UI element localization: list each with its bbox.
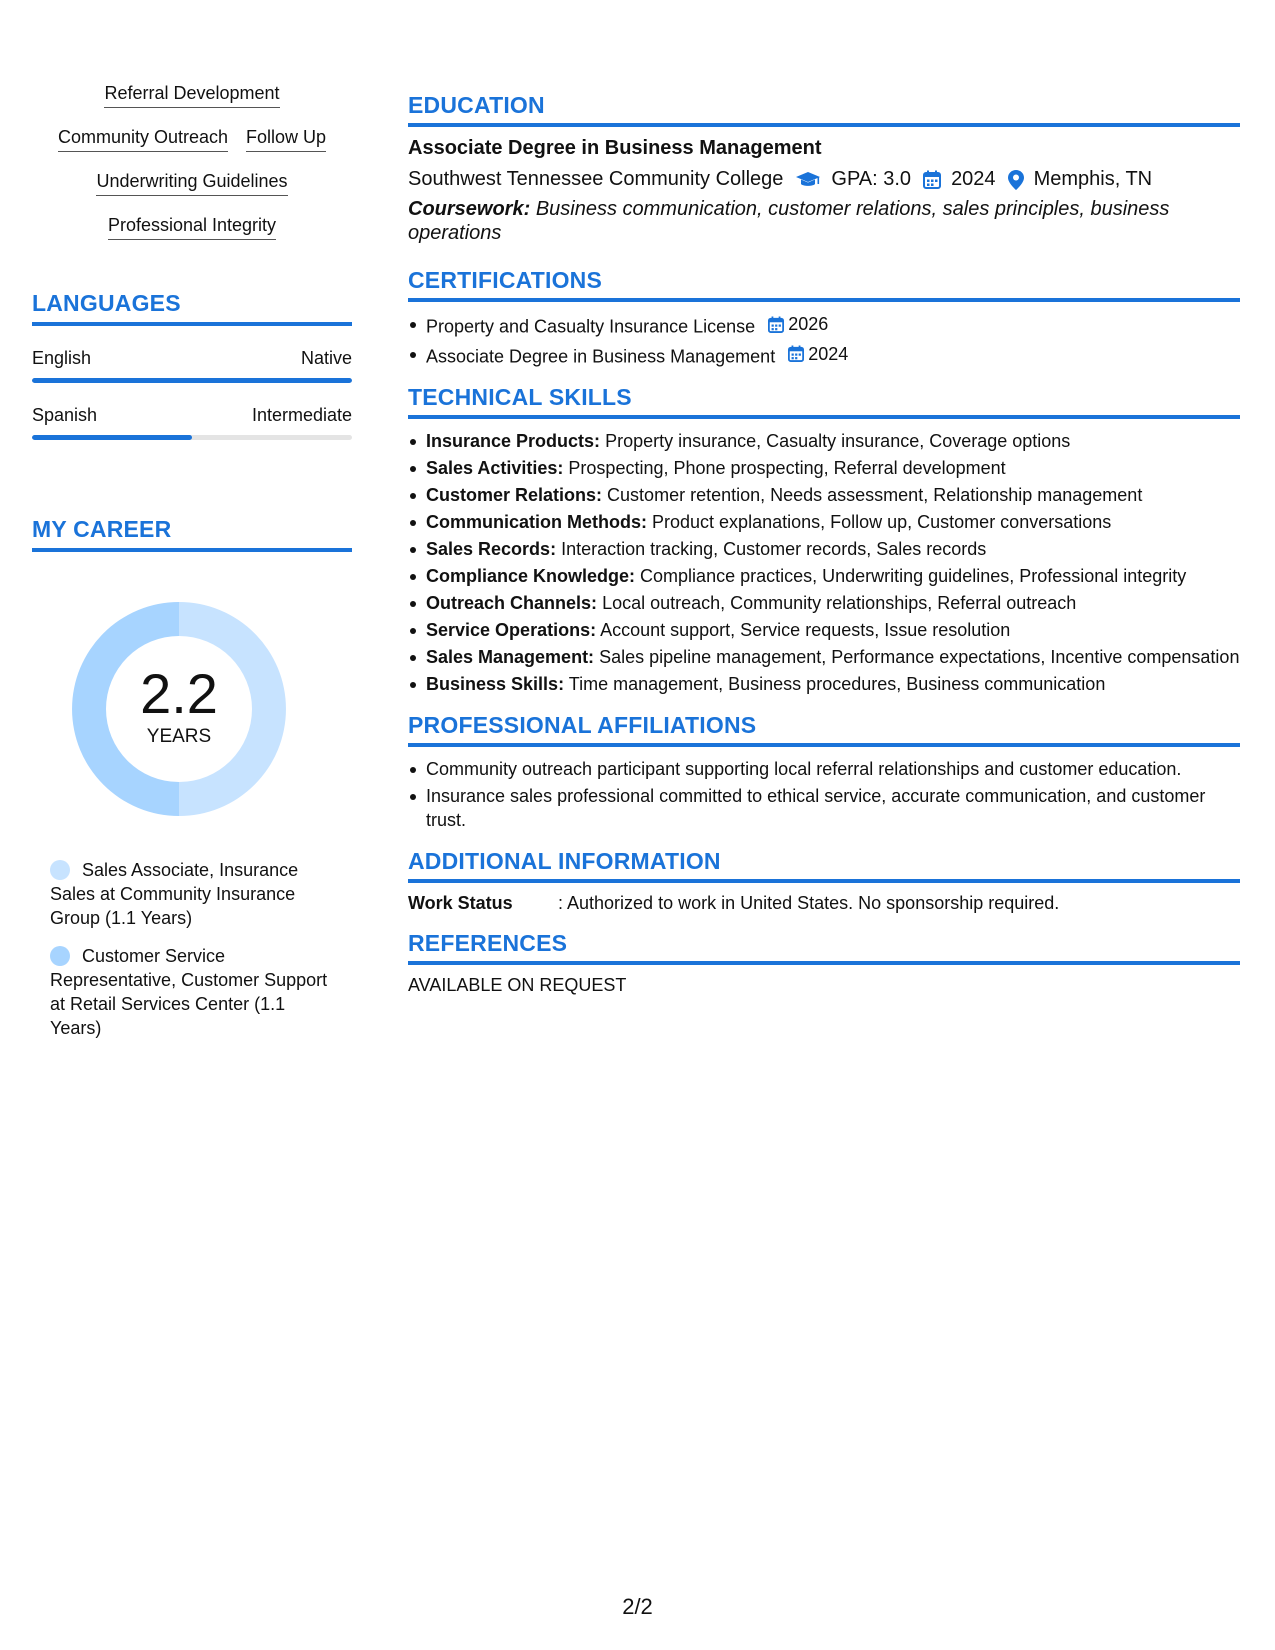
language-level: Intermediate: [251, 405, 352, 425]
left-column: [32, 82, 352, 1054]
language-name: English: [32, 348, 92, 368]
references-section: [408, 930, 1240, 996]
calendar-icon: [788, 345, 804, 362]
skill-category: Sales Management:: [426, 647, 595, 667]
language-item: [32, 405, 352, 440]
graduation-cap-icon: [795, 171, 821, 189]
work-status-value: : Authorized to work in United States. No sponsorship required.: [558, 893, 1060, 913]
career-legend: [32, 858, 352, 1040]
certification-year: 2024: [808, 343, 849, 364]
skill-tag: Follow Up: [246, 126, 326, 152]
skill-tag: Community Outreach: [58, 126, 228, 152]
skill-category: Service Operations:: [426, 620, 597, 640]
technical-skill-item: [426, 483, 1240, 507]
technical-skill-item: [426, 645, 1240, 669]
additional-info-heading: ADDITIONAL INFORMATION: [408, 848, 1240, 883]
certification-item: [426, 312, 1240, 339]
certification-item: [426, 342, 1240, 369]
language-level-fill: [32, 378, 352, 383]
affiliations-list: [408, 757, 1240, 832]
school-name: Southwest Tennessee Community College: [408, 168, 784, 190]
skill-category: Outreach Channels:: [426, 593, 598, 613]
career-total-years: 2.2: [140, 662, 218, 725]
affiliation-item: Community outreach participant supporting local referral relationships and customer education.: [426, 757, 1240, 781]
graduation-year: 2024: [951, 168, 996, 190]
legend-dot: [50, 860, 70, 880]
skill-values: Customer retention, Needs assessment, Relationship management: [607, 485, 1143, 505]
coursework-label: Coursework:: [408, 198, 531, 220]
skill-values: Time management, Business procedures, Business communication: [568, 674, 1106, 694]
career-years-unit: YEARS: [146, 726, 212, 747]
technical-skills-list: [408, 429, 1240, 696]
skill-values: Prospecting, Phone prospecting, Referral development: [568, 458, 1006, 478]
education-heading: EDUCATION: [408, 92, 1240, 127]
skill-tag: Referral Development: [104, 82, 279, 108]
language-level: Native: [300, 348, 352, 368]
technical-skill-item: [426, 672, 1240, 696]
language-level-bar: [32, 435, 352, 440]
skill-values: Local outreach, Community relationships, Referral outreach: [602, 593, 1077, 613]
right-column: [408, 92, 1240, 996]
career-heading: MY CAREER: [32, 516, 352, 552]
languages-section: [32, 290, 352, 440]
certification-name: Associate Degree in Business Management: [426, 346, 776, 366]
legend-dot: [50, 946, 70, 966]
career-job-text: Sales Associate, Insurance Sales at Community Insurance Group (1.1 Years): [50, 860, 299, 928]
education-section: [408, 92, 1240, 245]
language-name: Spanish: [32, 405, 98, 425]
references-text: AVAILABLE ON REQUEST: [408, 975, 627, 995]
skill-category: Sales Activities:: [426, 458, 564, 478]
technical-skill-item: [426, 429, 1240, 453]
career-section: [32, 516, 352, 1040]
coursework-text: Business communication, customer relations, sales principles, business operations: [408, 198, 1170, 244]
affiliation-item: Insurance sales professional committed to ethical service, accurate communication, and customer trust.: [426, 784, 1240, 832]
technical-skill-item: [426, 510, 1240, 534]
certification-year: 2026: [788, 314, 829, 334]
calendar-icon: [768, 316, 784, 333]
affiliations-heading: PROFESSIONAL AFFILIATIONS: [408, 712, 1240, 747]
career-job-text: Customer Service Representative, Customer Support at Retail Services Center (1.1 Years): [50, 946, 328, 1038]
work-status-row: [408, 893, 1240, 914]
technical-skills-section: [408, 384, 1240, 696]
skill-values: Interaction tracking, Customer records, Sales records: [561, 539, 987, 559]
page-number: 2/2: [622, 1594, 653, 1619]
certifications-heading: CERTIFICATIONS: [408, 267, 1240, 302]
language-level-bar: [32, 378, 352, 383]
affiliations-section: [408, 712, 1240, 832]
education-details: [408, 168, 1240, 191]
work-status-label: Work Status: [408, 893, 513, 913]
skill-tag: Underwriting Guidelines: [96, 170, 287, 196]
skill-tag: Professional Integrity: [108, 214, 276, 240]
languages-heading: LANGUAGES: [32, 290, 352, 326]
language-item: [32, 348, 352, 383]
skill-category: Insurance Products:: [426, 431, 601, 451]
skill-values: Account support, Service requests, Issue resolution: [600, 620, 1011, 640]
skill-values: Sales pipeline management, Performance expectations, Incentive compensation: [599, 647, 1240, 667]
certifications-list: [408, 312, 1240, 368]
career-legend-item: [50, 858, 330, 930]
skill-category: Compliance Knowledge:: [426, 566, 636, 586]
skill-category: Communication Methods:: [426, 512, 647, 532]
location-pin-icon: [1008, 170, 1024, 190]
skill-category: Customer Relations:: [426, 485, 603, 505]
skill-category: Sales Records:: [426, 539, 557, 559]
technical-skills-heading: TECHNICAL SKILLS: [408, 384, 1240, 419]
career-donut-chart: [66, 596, 292, 822]
degree-title: Associate Degree in Business Management: [408, 137, 822, 159]
skill-values: Property insurance, Casualty insurance, Coverage options: [605, 431, 1071, 451]
technical-skill-item: [426, 537, 1240, 561]
additional-info-section: [408, 848, 1240, 914]
skill-values: Compliance practices, Underwriting guidelines, Professional integrity: [640, 566, 1187, 586]
technical-skill-item: [426, 564, 1240, 588]
skill-values: Product explanations, Follow up, Customer conversations: [652, 512, 1112, 532]
coursework: [408, 197, 1240, 245]
gpa: GPA: 3.0: [831, 168, 912, 190]
technical-skill-item: [426, 456, 1240, 480]
references-heading: REFERENCES: [408, 930, 1240, 965]
certification-name: Property and Casualty Insurance License: [426, 316, 756, 337]
school-location: Memphis, TN: [1033, 168, 1153, 190]
calendar-icon: [923, 170, 941, 189]
skill-tags: [32, 82, 352, 240]
career-legend-item: [50, 944, 330, 1040]
certifications-section: [408, 267, 1240, 368]
technical-skill-item: [426, 591, 1240, 615]
language-level-fill: [32, 435, 192, 440]
technical-skill-item: [426, 618, 1240, 642]
skill-category: Business Skills:: [426, 674, 565, 694]
